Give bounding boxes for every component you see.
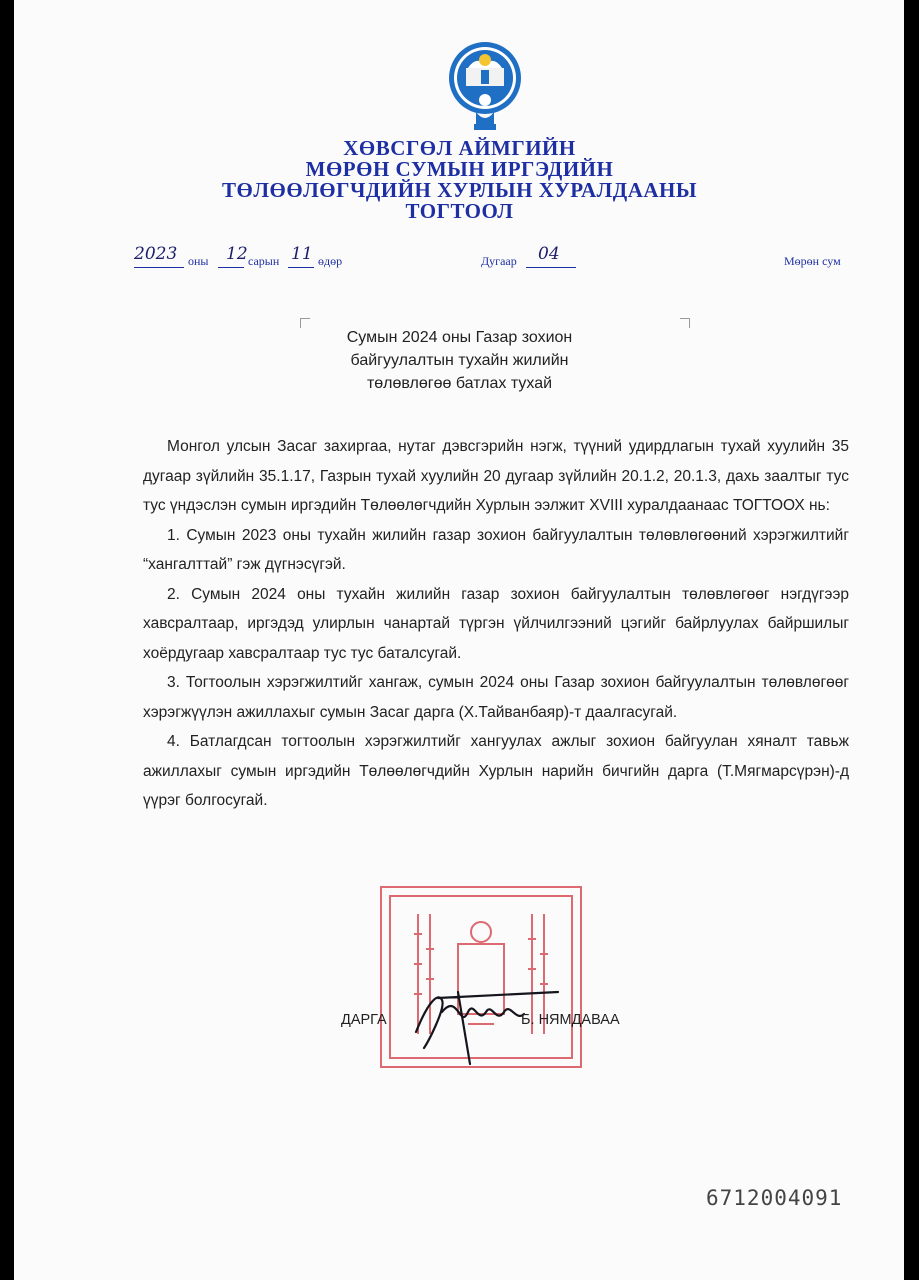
header-line-title: ТОГТООЛ bbox=[405, 199, 514, 223]
date-month: 12 bbox=[226, 244, 248, 264]
day-underline bbox=[288, 267, 314, 268]
intro-paragraph: Монгол улсын Засаг захиргаа, нутаг дэвсгэрийн нэгж, түүний удирдлагын тухай хуулийн 35 дугаар зүйлийн 35.1.17, Газрын тухай хуулийн 20 дугаар зүйлийн 20.1.2, 20.1.3, дахь заалтыг тус тус үндэслэн сумын иргэдийн Төлөөлөгчдийн Хурлын ээлжит XVIII хуралдаанаас ТОГТООХ нь: bbox=[143, 438, 849, 514]
serial-number: 6712004091 bbox=[706, 1186, 843, 1210]
header-line-aimag: ХӨВСГӨЛ АЙМГИЙН bbox=[343, 136, 576, 160]
number-label: Дугаар bbox=[481, 254, 517, 268]
document-number: 04 bbox=[538, 244, 560, 264]
document-body bbox=[143, 432, 849, 816]
month-label: сарын bbox=[248, 254, 280, 268]
document-header bbox=[0, 138, 919, 222]
signatory-name: Б. НЯМДАВАА bbox=[521, 1012, 620, 1028]
subject-line-3: төлөвлөгөө батлах тухай bbox=[366, 375, 553, 392]
state-emblem-icon bbox=[446, 38, 524, 134]
resolution-item-1: 1. Сумын 2023 оны тухайн жилийн газар зохион байгуулалтын төлөвлөгөөний хэрэгжилтийг “хангалттай” гэж дүгнэсүгэй. bbox=[143, 526, 849, 573]
dateline bbox=[0, 244, 919, 270]
date-day: 11 bbox=[291, 244, 313, 264]
date-year: 2023 bbox=[134, 244, 178, 264]
signatory-title: ДАРГА bbox=[341, 1012, 387, 1028]
resolution-item-2: 2. Сумын 2024 оны тухайн жилийн газар зохион байгуулалтын төлөвлөгөөг нэгдүгээр хавсралтаар, иргэдэд улирлын чанартай түргэн үйлчилгээний цэгийг байрлуулах байршилыг хоёрдугаар хавсралтаар тус тус баталсугай. bbox=[143, 585, 849, 662]
month-underline bbox=[218, 267, 244, 268]
subject-line-1: Сумын 2024 оны Газар зохион bbox=[346, 329, 573, 346]
year-label: оны bbox=[188, 254, 209, 268]
number-underline bbox=[526, 267, 576, 268]
resolution-item-3: 3. Тогтоолын хэрэгжилтийг хангаж, сумын 2024 оны Газар зохион байгуулалтын төлөвлөгөөг хэрэгжүүлэн ажиллахыг сумын Засаг дарга (Х.Тайванбаяр)-т даалгасугай. bbox=[143, 674, 849, 721]
year-underline bbox=[134, 267, 184, 268]
place-label: Мөрөн сум bbox=[784, 254, 841, 268]
header-line-council: ТӨЛӨӨЛӨГЧДИЙН ХУРЛЫН ХУРАЛДААНЫ bbox=[222, 178, 697, 202]
subject-line-2: байгуулалтын тухайн жилийн bbox=[350, 352, 569, 369]
day-label: өдөр bbox=[318, 254, 343, 268]
header-line-soum: МӨРӨН СУМЫН ИРГЭДИЙН bbox=[305, 157, 614, 181]
document-subject bbox=[0, 326, 919, 395]
resolution-item-4: 4. Батлагдсан тогтоолын хэрэгжилтийг хангуулах ажлыг зохион байгуулан хяналт тавьж ажиллахыг сумын иргэдийн Төлөөлөгчдийн Хурлын нарийн бичгийн дарга (Т.Мягмарсүрэн)-д үүрэг болгосугай. bbox=[143, 733, 849, 809]
